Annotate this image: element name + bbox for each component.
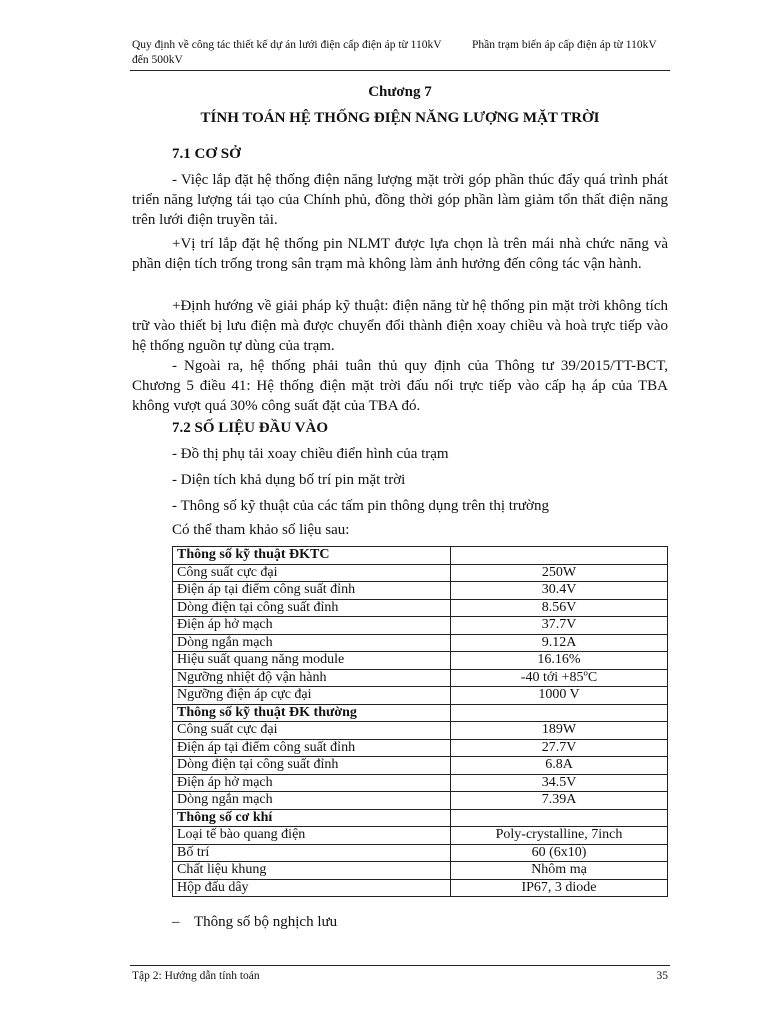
spec-value: 34.5V <box>451 774 668 792</box>
spec-label: Hiệu suất quang năng module <box>173 652 451 670</box>
spec-label: Loại tế bào quang điện <box>173 827 451 845</box>
spec-label: Bố trí <box>173 844 451 862</box>
page-number: 35 <box>656 970 668 982</box>
chapter-number: Chương 7 <box>368 84 432 100</box>
paragraph-2: +Vị trí lắp đặt hệ thống pin NLMT được lựa chọn là trên mái nhà chức năng và phần diện tích trống trong sân trạm mà không làm ảnh hưởng đến công tác vận hành. <box>132 236 668 272</box>
header-right: Phần trạm biến áp cấp điện áp từ 110kV <box>472 39 657 51</box>
spec-label: Điện áp tại điểm công suất đỉnh <box>173 739 451 757</box>
table-group-row <box>173 704 668 722</box>
footer-left: Tập 2: Hướng dẫn tính toán <box>132 970 260 982</box>
spec-label: Công suất cực đại <box>173 564 451 582</box>
chapter-title: TÍNH TOÁN HỆ THỐNG ĐIỆN NĂNG LƯỢNG MẶT TRỜI <box>200 110 600 126</box>
spec-label: Thông số cơ khí <box>173 809 451 827</box>
table-group-row <box>173 809 668 827</box>
spec-label: Dòng ngắn mạch <box>173 792 451 810</box>
section-heading-1: 7.1 CƠ SỞ <box>172 146 241 162</box>
spec-value: -40 tới +85ºC <box>451 669 668 687</box>
paragraph-4: - Ngoài ra, hệ thống phải tuân thủ quy định của Thông tư 39/2015/TT-BCT, Chương 5 điều 41: Hệ thống điện mặt trời đấu nối trực tiếp vào cấp hạ áp của TBA không vượt quá 30% công suất đặt của TBA đó. <box>132 358 668 414</box>
table-row <box>173 827 668 845</box>
spec-value: 250W <box>451 564 668 582</box>
table-row <box>173 862 668 880</box>
spec-label: Chất liệu khung <box>173 862 451 880</box>
dash-marker: – <box>172 914 180 930</box>
spec-label: Công suất cực đại <box>173 722 451 740</box>
spec-label: Điện áp hở mạch <box>173 617 451 635</box>
table-row <box>173 757 668 775</box>
spec-value: 60 (6x10) <box>451 844 668 862</box>
specs-table <box>172 546 668 897</box>
spec-label: Dòng ngắn mạch <box>173 634 451 652</box>
spec-value: 1000 V <box>451 687 668 705</box>
table-row <box>173 617 668 635</box>
spec-label: Ngưỡng điện áp cực đại <box>173 687 451 705</box>
spec-value: 189W <box>451 722 668 740</box>
table-row <box>173 774 668 792</box>
paragraph-1: - Việc lắp đặt hệ thống điện năng lượng mặt trời góp phần thúc đẩy quá trình phát triển năng lượng tái tạo của Chính phủ, đồng thời góp phần làm giảm tổn thất điện năng trên lưới điện truyền tải. <box>132 172 668 228</box>
table-row <box>173 582 668 600</box>
spec-label: Điện áp hở mạch <box>173 774 451 792</box>
table-group-row <box>173 547 668 565</box>
spec-label: Thông số kỹ thuật ĐK thường <box>173 704 451 722</box>
spec-label: Dòng điện tại công suất đỉnh <box>173 757 451 775</box>
input-item-2: - Diện tích khả dụng bố trí pin mặt trời <box>172 472 406 488</box>
input-item-3: - Thông số kỹ thuật của các tấm pin thông dụng trên thị trường <box>172 498 549 514</box>
spec-value: 9.12A <box>451 634 668 652</box>
header-divider <box>130 70 670 71</box>
input-item-1: - Đồ thị phụ tải xoay chiều điển hình của trạm <box>172 446 449 462</box>
spec-label: Hộp đấu dây <box>173 879 451 897</box>
table-row <box>173 722 668 740</box>
section-heading-2: 7.2 SỐ LIỆU ĐẦU VÀO <box>172 420 328 436</box>
table-row <box>173 844 668 862</box>
table-row <box>173 599 668 617</box>
table-row <box>173 634 668 652</box>
spec-label: Điện áp tại điểm công suất đỉnh <box>173 582 451 600</box>
spec-value: Nhôm mạ <box>451 862 668 880</box>
table-row <box>173 739 668 757</box>
last-item-label: Thông số bộ nghịch lưu <box>194 914 338 930</box>
paragraph-3: +Định hướng về giải pháp kỹ thuật: điện năng từ hệ thống pin mặt trời không tích trữ vào thiết bị lưu điện mà được chuyển đổi thành điện xoay chiều và hoà trực tiếp vào hệ thống nguồn tự dùng của trạm. <box>132 298 668 354</box>
last-item <box>172 914 337 931</box>
spec-value: 27.7V <box>451 739 668 757</box>
spec-value <box>451 547 668 565</box>
spec-value <box>451 809 668 827</box>
spec-value: 8.56V <box>451 599 668 617</box>
spec-value: 6.8A <box>451 757 668 775</box>
table-row <box>173 687 668 705</box>
table-row <box>173 669 668 687</box>
spec-value: Poly-crystalline, 7inch <box>451 827 668 845</box>
header-left: Quy định về công tác thiết kế dự án lưới điện cấp điện áp từ 110kV đến 500kV <box>132 39 442 66</box>
table-intro: Có thể tham khảo số liệu sau: <box>172 522 350 538</box>
spec-value: 7.39A <box>451 792 668 810</box>
spec-value <box>451 704 668 722</box>
table-row <box>173 792 668 810</box>
table-row <box>173 879 668 897</box>
spec-label: Ngưỡng nhiệt độ vận hành <box>173 669 451 687</box>
table-row <box>173 564 668 582</box>
spec-label: Dòng điện tại công suất đỉnh <box>173 599 451 617</box>
spec-value: 37.7V <box>451 617 668 635</box>
spec-value: 30.4V <box>451 582 668 600</box>
footer-divider <box>130 965 670 966</box>
table-row <box>173 652 668 670</box>
spec-value: 16.16% <box>451 652 668 670</box>
spec-label: Thông số kỹ thuật ĐKTC <box>173 547 451 565</box>
spec-value: IP67, 3 diode <box>451 879 668 897</box>
